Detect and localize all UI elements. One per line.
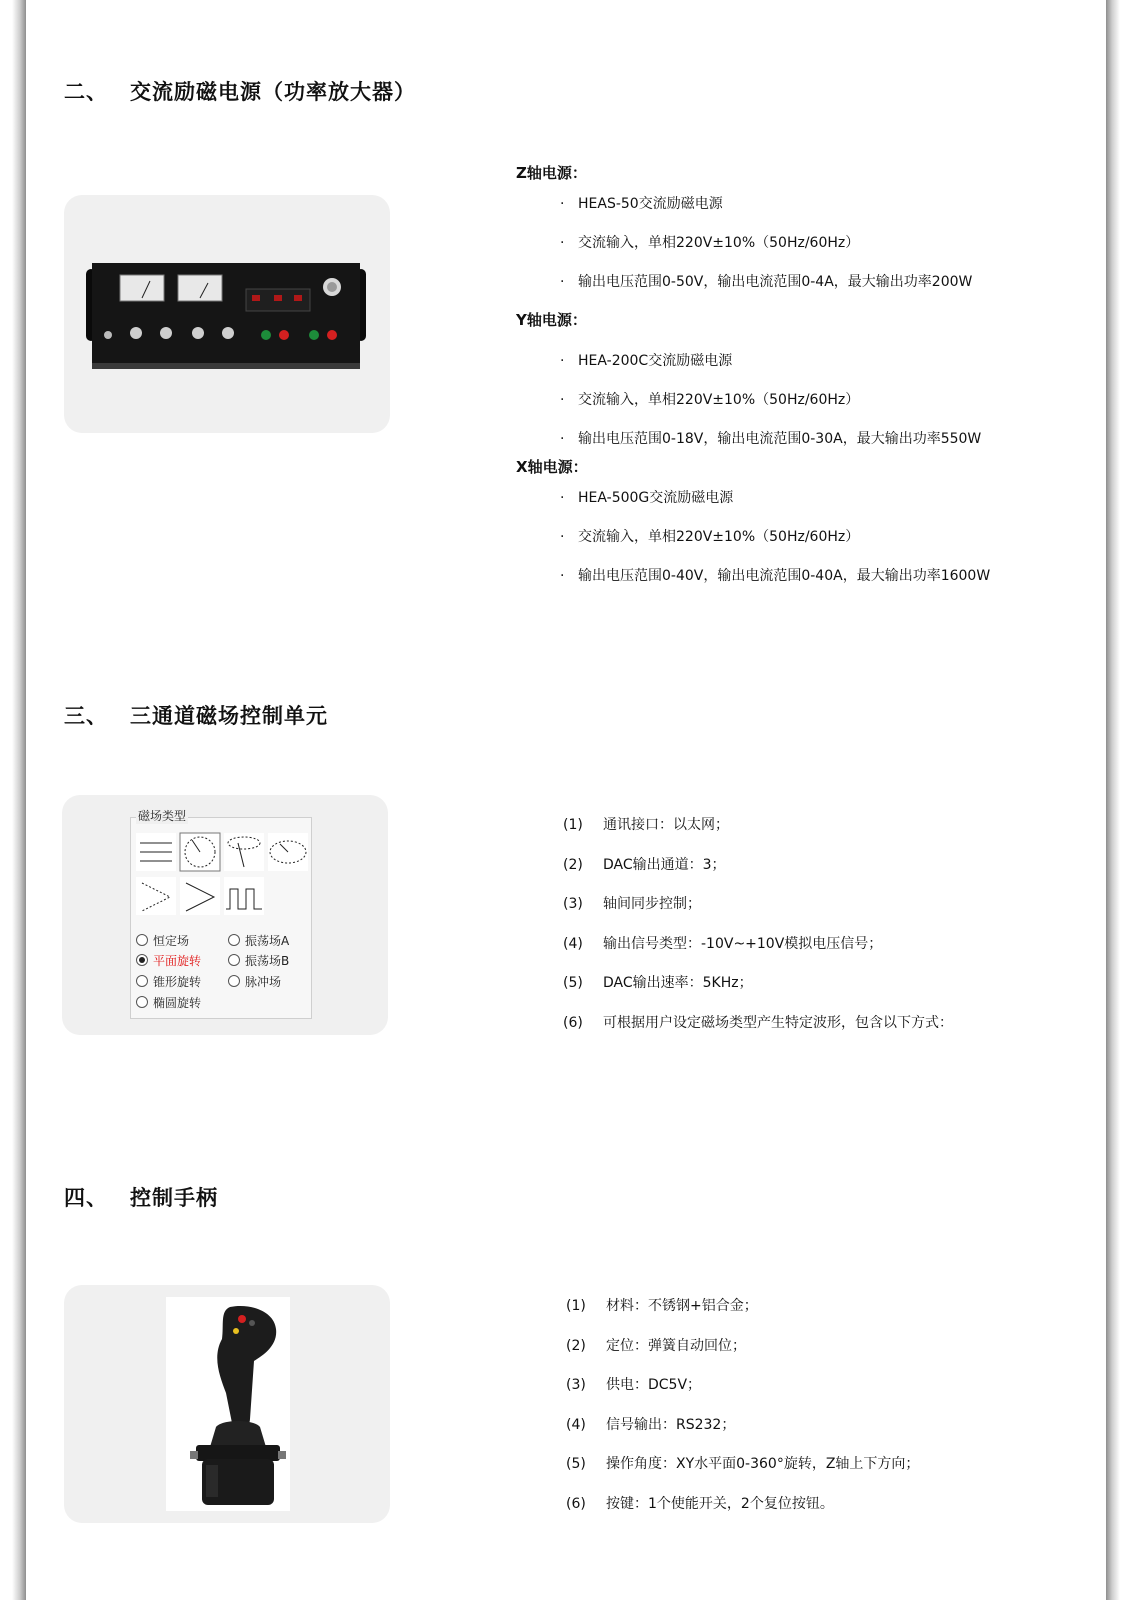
spec-text: HEA-500G交流励磁电源 xyxy=(578,490,734,506)
ellipse-rotation-icon xyxy=(268,833,308,871)
item-text: 通讯接口：以太网； xyxy=(603,817,729,833)
spec-item xyxy=(516,194,972,233)
joystick-image xyxy=(64,1285,390,1523)
page-edge-right xyxy=(1106,0,1120,1600)
item-text: 供电：DC5V； xyxy=(606,1377,702,1393)
section-heading: 控制手柄 xyxy=(130,1186,218,1210)
spec-item xyxy=(516,233,972,272)
item-text: DAC输出速率：5KHz； xyxy=(603,975,753,991)
bullet: · xyxy=(560,490,565,506)
radio-circle xyxy=(136,934,148,946)
bullet: · xyxy=(560,392,565,408)
section-heading: 交流励磁电源（功率放大器） xyxy=(130,80,416,104)
spec-item xyxy=(516,272,972,300)
spec-item xyxy=(566,1336,919,1376)
radio-label: 锥形旋转 xyxy=(153,975,202,989)
bullet: · xyxy=(560,529,565,545)
bullet: · xyxy=(560,353,565,369)
bullet: · xyxy=(560,431,565,447)
power-amplifier-image xyxy=(64,195,390,433)
radio-label: 椭圆旋转 xyxy=(153,996,202,1010)
item-text: 输出信号类型：-10V~+10V模拟电压信号； xyxy=(603,935,883,952)
spec-text: 输出电压范围0-18V，输出电流范围0-30A，最大输出功率550W xyxy=(578,431,982,447)
spec-text: 输出电压范围0-40V，输出电流范围0-40A，最大输出功率1600W xyxy=(578,568,991,584)
item-text: 按键：1个使能开关，2个复位按钮。 xyxy=(606,1495,834,1512)
radio-circle xyxy=(228,934,240,946)
item-index: (5) xyxy=(563,975,583,991)
item-text: 定位：弹簧自动回位； xyxy=(606,1337,746,1354)
item-text: 操作角度：XY水平面0-360°旋转，Z轴上下方向； xyxy=(606,1456,920,1472)
spec-text: 交流输入，单相220V±10%（50Hz/60Hz） xyxy=(578,235,860,251)
spec-item xyxy=(566,1296,919,1336)
radio-label: 平面旋转 xyxy=(153,954,202,968)
cone-rotation-icon xyxy=(224,833,264,871)
y-axis-heading: Y轴电源： xyxy=(516,311,587,329)
radio-pulse[interactable] xyxy=(228,973,281,990)
item-index: (2) xyxy=(563,856,583,873)
pulse-field-icon xyxy=(224,877,264,915)
radio-oscillation-b[interactable] xyxy=(228,952,289,969)
oscillation-b-icon xyxy=(180,877,220,915)
item-index: (1) xyxy=(566,1298,586,1314)
radio-label: 脉冲场 xyxy=(245,975,282,989)
bullet: · xyxy=(560,568,565,584)
radio-circle xyxy=(228,954,240,966)
spec-item xyxy=(563,1013,953,1053)
spec-text: HEA-200C交流励磁电源 xyxy=(578,353,733,369)
item-index: (2) xyxy=(566,1337,586,1354)
spec-item xyxy=(566,1375,919,1415)
item-index: (5) xyxy=(566,1456,586,1472)
control-unit-specs xyxy=(563,815,953,1052)
z-axis-spec xyxy=(516,162,972,300)
spec-item xyxy=(563,973,953,1013)
item-index: (3) xyxy=(566,1377,586,1393)
spec-item xyxy=(563,894,953,934)
field-type-title: 磁场类型 xyxy=(138,809,187,823)
section-title-power-supply xyxy=(64,76,416,106)
item-index: (6) xyxy=(563,1014,583,1031)
radio-label: 振荡场B xyxy=(245,954,290,968)
joystick-illustration xyxy=(166,1297,290,1511)
document-page xyxy=(26,0,1106,1600)
section-title-control-unit xyxy=(64,700,328,730)
radio-ellipse-rotation[interactable] xyxy=(136,994,201,1011)
section-number: 三、 xyxy=(64,704,108,728)
item-index: (1) xyxy=(563,817,583,833)
spec-text: 输出电压范围0-50V，输出电流范围0-4A，最大输出功率200W xyxy=(578,274,973,290)
section-title-joystick xyxy=(64,1182,218,1212)
radio-circle xyxy=(136,975,148,987)
bullet: · xyxy=(560,235,565,251)
item-text: 轴间同步控制； xyxy=(603,896,701,912)
item-text: 可根据用户设定磁场类型产生特定波形，包含以下方式： xyxy=(603,1014,953,1031)
plane-rotation-icon xyxy=(180,833,220,871)
item-index: (4) xyxy=(563,935,583,952)
spec-item xyxy=(516,566,990,605)
spec-item xyxy=(563,815,953,855)
spec-item xyxy=(563,855,953,895)
section-number: 四、 xyxy=(64,1186,108,1210)
item-text: 信号输出：RS232； xyxy=(606,1416,736,1433)
radio-label: 恒定场 xyxy=(153,934,190,948)
spec-item xyxy=(566,1494,919,1534)
radio-constant[interactable] xyxy=(136,932,189,949)
joystick-photo-area xyxy=(166,1297,290,1511)
item-index: (6) xyxy=(566,1495,586,1512)
item-index: (4) xyxy=(566,1416,586,1433)
spec-item xyxy=(566,1454,919,1494)
item-text: 材料：不锈钢+铝合金； xyxy=(606,1298,758,1314)
spec-text: 交流输入，单相220V±10%（50Hz/60Hz） xyxy=(578,392,860,408)
radio-circle-selected xyxy=(136,954,148,966)
oscillation-a-icon xyxy=(136,877,176,915)
radio-cone-rotation[interactable] xyxy=(136,973,201,990)
spec-item xyxy=(516,527,990,566)
spec-item xyxy=(516,488,990,527)
page-edge-left xyxy=(12,0,26,1600)
spec-item xyxy=(516,351,981,390)
spec-item xyxy=(566,1415,919,1455)
constant-field-icon xyxy=(136,833,176,871)
section-heading: 三通道磁场控制单元 xyxy=(130,704,328,728)
spec-text: 交流输入，单相220V±10%（50Hz/60Hz） xyxy=(578,529,860,545)
radio-circle xyxy=(228,975,240,987)
radio-plane-rotation[interactable] xyxy=(136,952,201,969)
joystick-specs xyxy=(566,1296,919,1533)
spec-text: HEAS-50交流励磁电源 xyxy=(578,196,723,212)
radio-circle xyxy=(136,996,148,1008)
field-type-ui-image xyxy=(62,795,388,1035)
spec-item xyxy=(563,934,953,974)
x-axis-spec xyxy=(516,456,990,605)
spec-item xyxy=(516,429,981,453)
bullet: · xyxy=(560,196,565,212)
z-axis-heading: Z轴电源： xyxy=(516,164,587,182)
spec-item xyxy=(516,390,981,429)
waveform-icons xyxy=(134,831,310,919)
x-axis-heading: X轴电源： xyxy=(516,458,588,476)
section-number: 二、 xyxy=(64,80,108,104)
bullet: · xyxy=(560,274,565,290)
item-text: DAC输出通道：3； xyxy=(603,856,726,873)
y-axis-spec xyxy=(516,309,981,453)
radio-oscillation-a[interactable] xyxy=(228,932,289,949)
radio-label: 振荡场A xyxy=(245,934,290,948)
item-index: (3) xyxy=(563,896,583,912)
amplifier-illustration xyxy=(86,261,366,373)
